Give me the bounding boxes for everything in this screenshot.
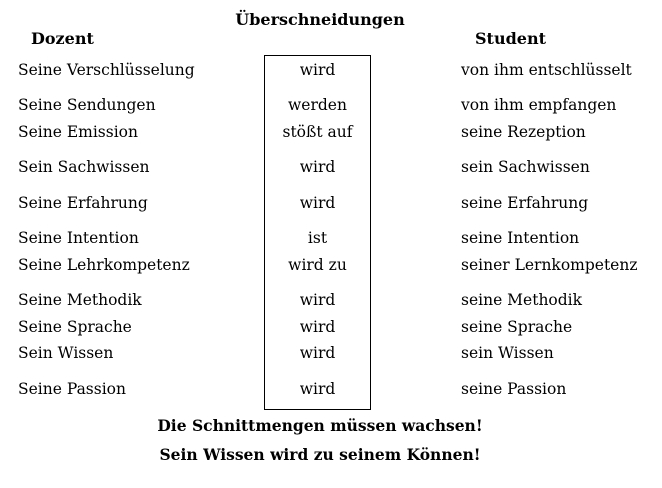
row-right-text: sein Sachwissen bbox=[461, 158, 590, 176]
table-row bbox=[0, 344, 662, 364]
row-left-text: Seine Passion bbox=[18, 380, 126, 398]
row-middle-verb: wird zu bbox=[288, 256, 347, 274]
row-right-text: seine Erfahrung bbox=[461, 194, 589, 212]
row-middle-verb: wird bbox=[299, 158, 336, 176]
row-left-text: Seine Emission bbox=[18, 123, 138, 141]
row-right-text: von ihm entschlüsselt bbox=[461, 61, 632, 79]
row-right-text: seine Intention bbox=[461, 229, 580, 247]
row-right-text: seine Rezeption bbox=[461, 123, 586, 141]
row-right-text: sein Wissen bbox=[461, 344, 554, 362]
row-middle-verb: wird bbox=[299, 61, 336, 79]
row-left-text: Sein Wissen bbox=[18, 344, 114, 362]
row-middle-verb: ist bbox=[307, 229, 328, 247]
table-row bbox=[0, 380, 662, 400]
row-left-text: Seine Intention bbox=[18, 229, 139, 247]
row-left-text: Seine Sendungen bbox=[18, 96, 156, 114]
column-header-student: Student bbox=[475, 29, 546, 48]
table-row bbox=[0, 96, 662, 116]
row-left-text: Seine Erfahrung bbox=[18, 194, 148, 212]
row-left-text: Seine Methodik bbox=[18, 291, 142, 309]
page-title: Überschneidungen bbox=[235, 10, 405, 29]
row-middle-verb: wird bbox=[299, 194, 336, 212]
row-middle-verb: wird bbox=[299, 380, 336, 398]
table-row bbox=[0, 318, 662, 338]
row-left-text: Seine Lehrkompetenz bbox=[18, 256, 190, 274]
row-left-text: Seine Verschlüsselung bbox=[18, 61, 195, 79]
row-right-text: seiner Lernkompetenz bbox=[461, 256, 638, 274]
table-row bbox=[0, 61, 662, 81]
footer-line-2: Sein Wissen wird zu seinem Können! bbox=[159, 445, 481, 464]
row-middle-verb: wird bbox=[299, 318, 336, 336]
table-row bbox=[0, 194, 662, 214]
row-left-text: Seine Sprache bbox=[18, 318, 132, 336]
column-header-dozent: Dozent bbox=[31, 29, 94, 48]
table-row bbox=[0, 158, 662, 178]
row-left-text: Sein Sachwissen bbox=[18, 158, 150, 176]
table-row bbox=[0, 291, 662, 311]
footer-line-1: Die Schnittmengen müssen wachsen! bbox=[157, 416, 483, 435]
table-row bbox=[0, 123, 662, 143]
row-right-text: seine Methodik bbox=[461, 291, 583, 309]
row-right-text: seine Sprache bbox=[461, 318, 573, 336]
row-right-text: von ihm empfangen bbox=[461, 96, 617, 114]
row-right-text: seine Passion bbox=[461, 380, 567, 398]
table-row bbox=[0, 229, 662, 249]
row-middle-verb: wird bbox=[299, 344, 336, 362]
table-row bbox=[0, 256, 662, 276]
row-middle-verb: werden bbox=[288, 96, 347, 114]
row-middle-verb: stößt auf bbox=[282, 123, 353, 141]
row-middle-verb: wird bbox=[299, 291, 336, 309]
